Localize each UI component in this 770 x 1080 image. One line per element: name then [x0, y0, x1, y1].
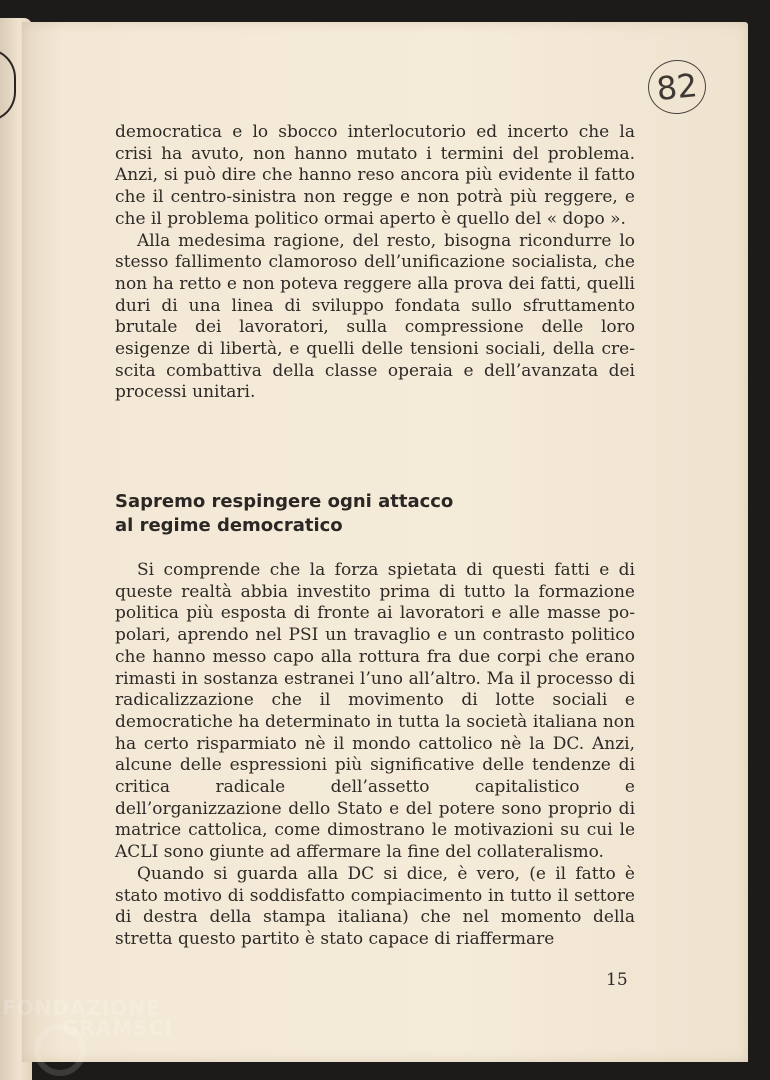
watermark-line: GRAMSCI [62, 1016, 173, 1040]
section-heading-line: al regime democratico [115, 515, 343, 536]
watermark-logo [2, 994, 202, 1074]
previous-page-curl [0, 48, 16, 122]
section-heading [115, 490, 495, 538]
text-block-top [115, 122, 635, 404]
handwritten-page-mark: 82 [645, 57, 708, 117]
page-number: 15 [606, 970, 628, 990]
paragraph: Si comprende che la forza spietata di questi fatti e di queste realtà abbia investito prima di tutto la formazione politica più esposta di fronte ai lavoratori e alle masse popolari, aprendo nel PSI un travaglio e un contrasto politico che hanno messo capo alla rottura fra due corpi che erano rimasti in sostanza estranei l’uno all’altro. Ma il processo di radicalizzazione che il movimento di lotte sociali e democratiche ha determinato in tutta la società italiana non ha certo risparmiato nè il mondo cattolico nè la DC. Anzi, alcune delle espressioni più significative delle tendenze di critica radicale dell’assetto capitalistico e dell’organizzazione dello Stato e del potere sono proprio di matrice cattolica, come dimostrano le motivazioni su cui le ACLI sono giunte ad affermare la fine del collateralismo. [115, 560, 635, 863]
text-block-bottom [115, 560, 635, 951]
paragraph: democratica e lo sbocco interlocutorio ed incerto che la crisi ha avuto, non hanno mutato i termini del problema. Anzi, si può dire che hanno reso ancora più evidente il fatto che il centro-sinistra non regge e non potrà più reggere, e che il problema politico ormai aperto è quello del « dopo ». [115, 122, 635, 229]
paragraph: Alla medesima ragione, del resto, bisogna ricondurre lo stesso fallimento clamoroso dell’unificazione socialista, che non ha retto e non poteva reggere alla prova dei fatti, quelli duri di una linea di sviluppo fondata sullo sfruttamento brutale dei lavoratori, sulla compressione delle loro esigenze di libertà, e quelli delle tensioni sociali, della crescita combattiva della classe operaia e dell’avanzata dei processi unitari. [115, 230, 635, 403]
watermark-line: FONDAZIONE [2, 996, 161, 1020]
section-heading-line: Sapremo respingere ogni attacco [115, 491, 454, 512]
paragraph: Quando si guarda alla DC si dice, è vero, (e il fatto è stato motivo di soddisfatto compiacimento in tutto il settore di destra della stampa italiana) che nel momento della stretta questo partito è stato capace di riaffermare [115, 863, 635, 949]
